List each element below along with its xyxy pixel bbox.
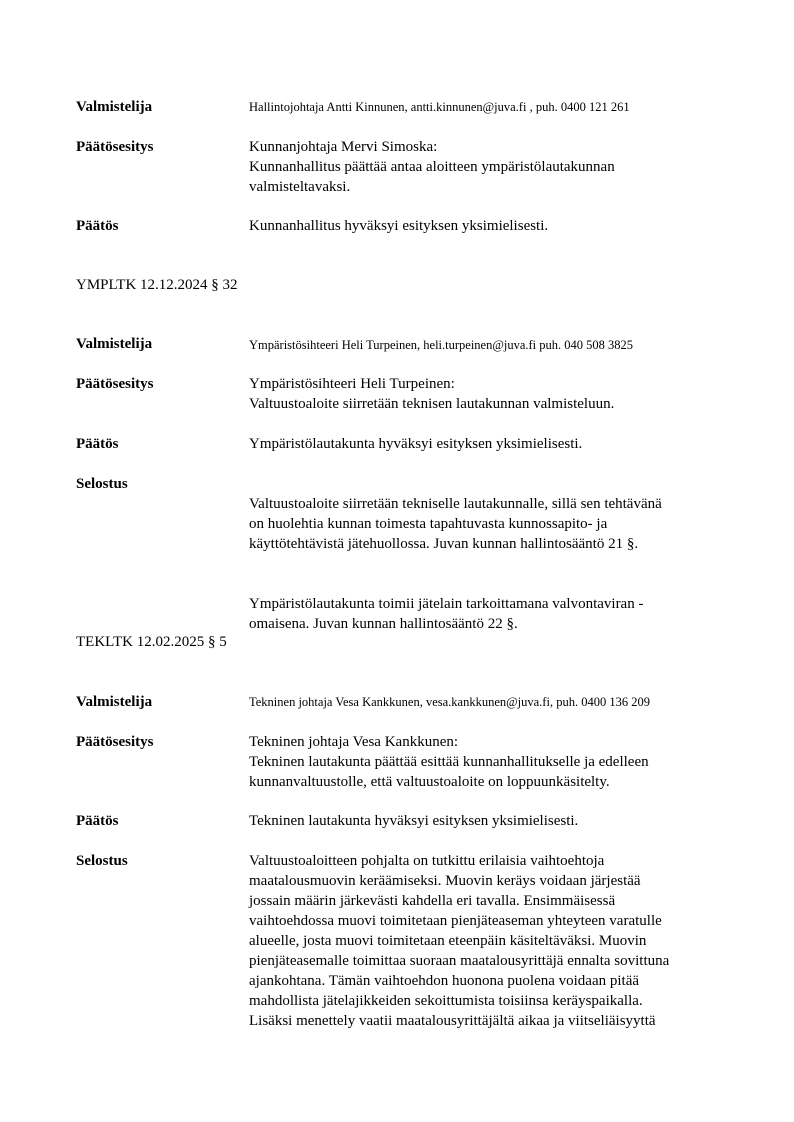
- section3-paatosesitys-value: Tekninen johtaja Vesa Kankkunen: Tekninen lautakunta päättää esittää kunnanhallitukselle ja edelleen kunnanvaltuustolle, että valtuustoaloite on loppuunkäsitelty.: [249, 734, 649, 790]
- section2-valmistelija-value: Ympäristösihteeri Heli Turpeinen, heli.turpeinen@juva.fi puh. 040 508 3825: [249, 338, 634, 352]
- section2-paatosesitys-label: Päätösesitys: [76, 376, 154, 392]
- section3-valmistelija-label: Valmistelija: [76, 694, 153, 710]
- section2-heading: YMPLTK 12.12.2024 § 32: [76, 277, 238, 293]
- section1-valmistelija-value: Hallintojohtaja Antti Kinnunen, antti.kinnunen@juva.fi , puh. 0400 121 261: [249, 100, 630, 114]
- section2-selostus-paragraph-2: Ympäristölautakunta toimii jätelain tarkoittamana valvontaviran - omaisena. Juvan kunnan hallintosääntö 22 §.: [249, 596, 644, 632]
- section3-selostus-value: Valtuustoaloitteen pohjalta on tutkittu erilaisia vaihtoehtoja maatalousmuovin keräämiseksi. Muovin keräys voidaan järjestää jossain määrin järkevästi kahdella eri tavalla. Ensimmäisessä vaihtoehdossa muovi toimitetaan pienjäteaseman yhteyteen varatulle alueelle, josta muovi toimitetaan eteenpäin käsiteltäväksi. Muovin pienjäteasemalle toimittaa suoraan maatalousyrittäjä ennalta sovittuna ajankohtana. Tämän vaihtoehdon huonona puolena voidaan pitää mahdollista jätelajikkeiden sekoittumista toisiinsa keräyspaikalla. Lisäksi menettely vaatii maatalousyrittäjältä aikaa ja viitseliäisyyttä: [249, 853, 670, 1029]
- section1-paatos-value: Kunnanhallitus hyväksyi esityksen yksimielisesti.: [249, 218, 549, 234]
- section2-selostus-value: [249, 474, 749, 654]
- section2-paatosesitys-value: Ympäristösihteeri Heli Turpeinen: Valtuustoaloite siirretään teknisen lautakunnan valmisteluun.: [249, 376, 615, 412]
- section3-heading: TEKLTK 12.02.2025 § 5: [76, 634, 227, 650]
- section1-paatosesitys-label: Päätösesitys: [76, 139, 154, 155]
- section2-valmistelija-label: Valmistelija: [76, 336, 153, 352]
- section2-selostus-paragraph-1: Valtuustoaloite siirretään tekniselle lautakunnalle, sillä sen tehtävänä on huolehtia kunnan toimesta tapahtuvasta kunnossapito- ja käyttötehtävistä jätehuollossa. Juvan kunnan hallintosääntö 21 §.: [249, 496, 662, 552]
- section1-paatosesitys-value: Kunnanjohtaja Mervi Simoska: Kunnanhallitus päättää antaa aloitteen ympäristölautakunnan valmisteltavaksi.: [249, 139, 615, 195]
- section1-valmistelija-label: Valmistelija: [76, 99, 153, 115]
- section2-selostus-label: Selostus: [76, 476, 128, 492]
- section3-selostus-label: Selostus: [76, 853, 128, 869]
- section2-paatos-label: Päätös: [76, 436, 119, 452]
- section3-paatos-value: Tekninen lautakunta hyväksyi esityksen yksimielisesti.: [249, 813, 579, 829]
- section2-paatos-value: Ympäristölautakunta hyväksyi esityksen yksimielisesti.: [249, 436, 583, 452]
- section3-paatosesitys-label: Päätösesitys: [76, 734, 154, 750]
- section3-valmistelija-value: Tekninen johtaja Vesa Kankkunen, vesa.kankkunen@juva.fi, puh. 0400 136 209: [249, 695, 650, 709]
- section1-paatos-label: Päätös: [76, 218, 119, 234]
- section3-paatos-label: Päätös: [76, 813, 119, 829]
